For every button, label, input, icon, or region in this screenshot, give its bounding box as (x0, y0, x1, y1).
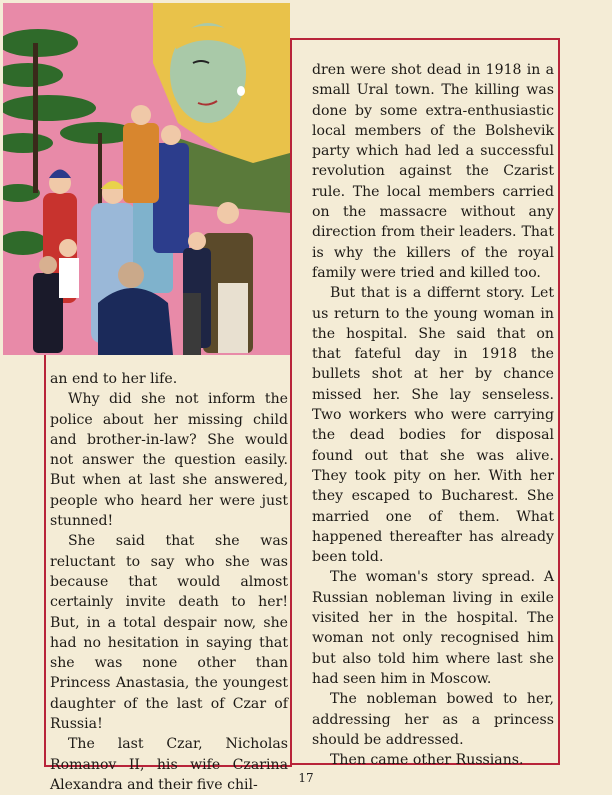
paragraph: Then came other Russians. (330, 752, 524, 769)
paragraph: an end to her life. (50, 371, 178, 387)
left-text-column (50, 369, 288, 795)
paragraph: The woman's story spread. A Russian nobleman living in exile visited her in the hospital. The woman not only recognised him but also told him where last she had seen him in Moscow. (312, 569, 554, 687)
paragraph: But that is a differnt story. Let us return to the young woman in the hospital. She said that on that fateful day in 1918 the bullets shot at her by chance missed her. She lay senseless. Two workers who were carrying the dead bodies for disposal found out that she was alive. They took pity on her. With her they escaped to Bucharest. She married one of them. What happened thereafter has already been told. (312, 285, 554, 566)
page-number: 17 (298, 771, 314, 785)
right-text-column (312, 60, 554, 770)
royal-family-group-illustration (3, 3, 290, 355)
paragraph: She said that she was reluctant to say who she was because that would almost certainly invite death to her! But, in a total despair now, she had no hesitation in saying that she was none other than Princess Anastasia, the youngest daughter of the last of Czar of Russia! (50, 533, 288, 733)
paragraph: Why did she not inform the police about her missing child and brother-in-law? She would not answer the question easily. But when at last she answered, people who heard her were just stunned! (50, 391, 288, 530)
paragraph: dren were shot dead in 1918 in a small Ural town. The killing was done by some extra-enthusiastic local members of the Bolshevik party which had led a successful revolution against the Czarist rule. The local members carried on the massacre without any direction from their leaders. That is why the killers of the royal family were tried and killed too. (312, 62, 554, 281)
paragraph: The last Czar, Nicholas Romanov II, his wife Czarina Alexandra and their five chil- (50, 736, 288, 793)
illustration-panel (3, 3, 290, 355)
paragraph: The nobleman bowed to her, addressing her as a princess should be addressed. (312, 691, 554, 748)
